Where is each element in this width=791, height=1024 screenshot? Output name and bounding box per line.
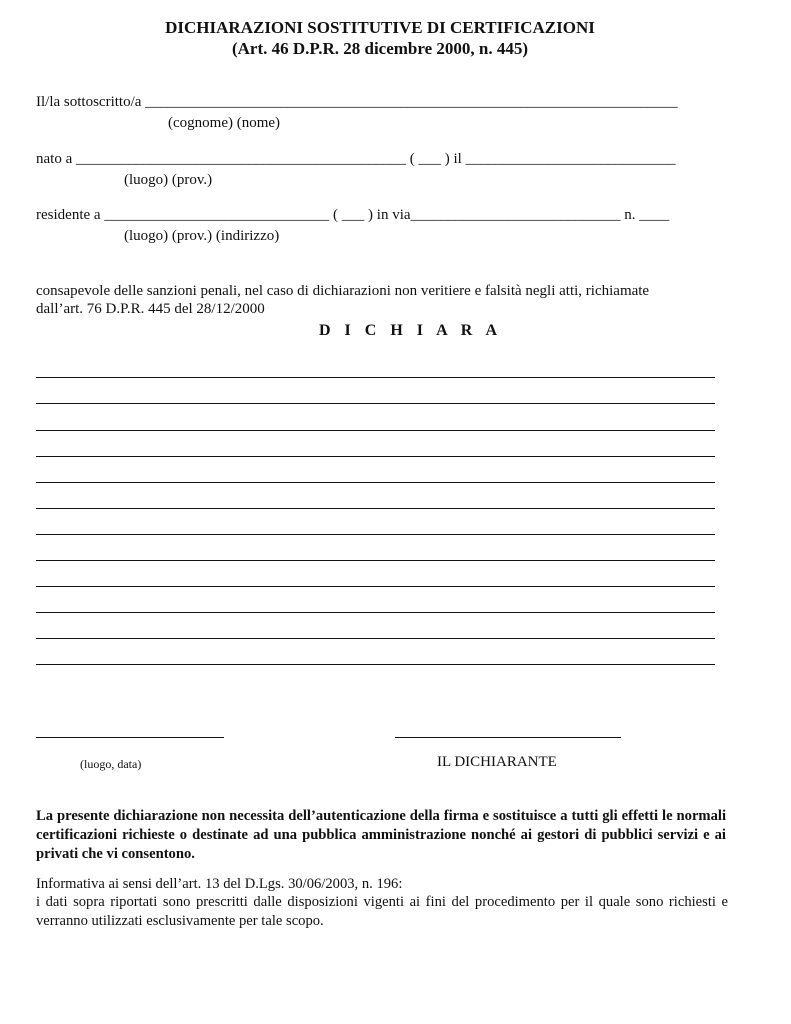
declaration-line-9[interactable] bbox=[36, 586, 715, 587]
place-date-label: (luogo, data) bbox=[80, 757, 142, 771]
declaration-line-1[interactable] bbox=[36, 377, 715, 378]
nato-field[interactable]: nato a ____________________________________________ ( ___ ) il ____________________________ bbox=[36, 151, 676, 167]
consapevole-line-2: dall’art. 76 D.P.R. 445 del 28/12/2000 bbox=[36, 301, 265, 317]
declaration-line-11[interactable] bbox=[36, 638, 715, 639]
document-title: DICHIARAZIONI SOSTITUTIVE DI CERTIFICAZIONI bbox=[165, 18, 595, 37]
sottoscritto-hint: (cognome) (nome) bbox=[168, 115, 281, 131]
authentication-notice: La presente dichiarazione non necessita dell’autenticazione della firma e sostituisce a tutti gli effetti le normali certificazioni richieste o destinate ad una pubblica amministrazione nonché ai gestori di pubblici servizi e ai privati che vi consentono. bbox=[36, 808, 726, 862]
consapevole-line-1: consapevole delle sanzioni penali, nel caso di dichiarazioni non veritiere e falsità negli atti, richiamate bbox=[36, 283, 650, 299]
dichiara-heading: D I C H I A R A bbox=[319, 322, 503, 339]
sottoscritto-field[interactable]: Il/la sottoscritto/a _______________________________________________________________________ bbox=[36, 94, 678, 110]
declarant-label: IL DICHIARANTE bbox=[437, 754, 557, 770]
declaration-line-5[interactable] bbox=[36, 482, 715, 483]
place-date-line[interactable] bbox=[36, 737, 224, 738]
document-subtitle: (Art. 46 D.P.R. 28 dicembre 2000, n. 445) bbox=[231, 39, 529, 58]
declaration-line-3[interactable] bbox=[36, 430, 715, 431]
residente-hint: (luogo) (prov.) (indirizzo) bbox=[124, 228, 280, 244]
informativa-text: i dati sopra riportati sono prescritti dalle disposizioni vigenti ai fini del procedimento per il quale sono richiesti e verranno utilizzati esclusivamente per tale scopo. bbox=[36, 894, 728, 929]
residente-field[interactable]: residente a ______________________________ ( ___ ) in via____________________________ n. ____ bbox=[36, 207, 670, 223]
signature-line[interactable] bbox=[395, 737, 621, 738]
declaration-line-7[interactable] bbox=[36, 534, 715, 535]
declaration-line-4[interactable] bbox=[36, 456, 715, 457]
declaration-line-6[interactable] bbox=[36, 508, 715, 509]
nato-hint: (luogo) (prov.) bbox=[124, 172, 213, 188]
declaration-line-12[interactable] bbox=[36, 664, 715, 665]
declaration-line-10[interactable] bbox=[36, 612, 715, 613]
declaration-line-2[interactable] bbox=[36, 403, 715, 404]
declaration-line-8[interactable] bbox=[36, 560, 715, 561]
informativa-heading: Informativa ai sensi dell’art. 13 del D.Lgs. 30/06/2003, n. 196: bbox=[36, 876, 403, 892]
